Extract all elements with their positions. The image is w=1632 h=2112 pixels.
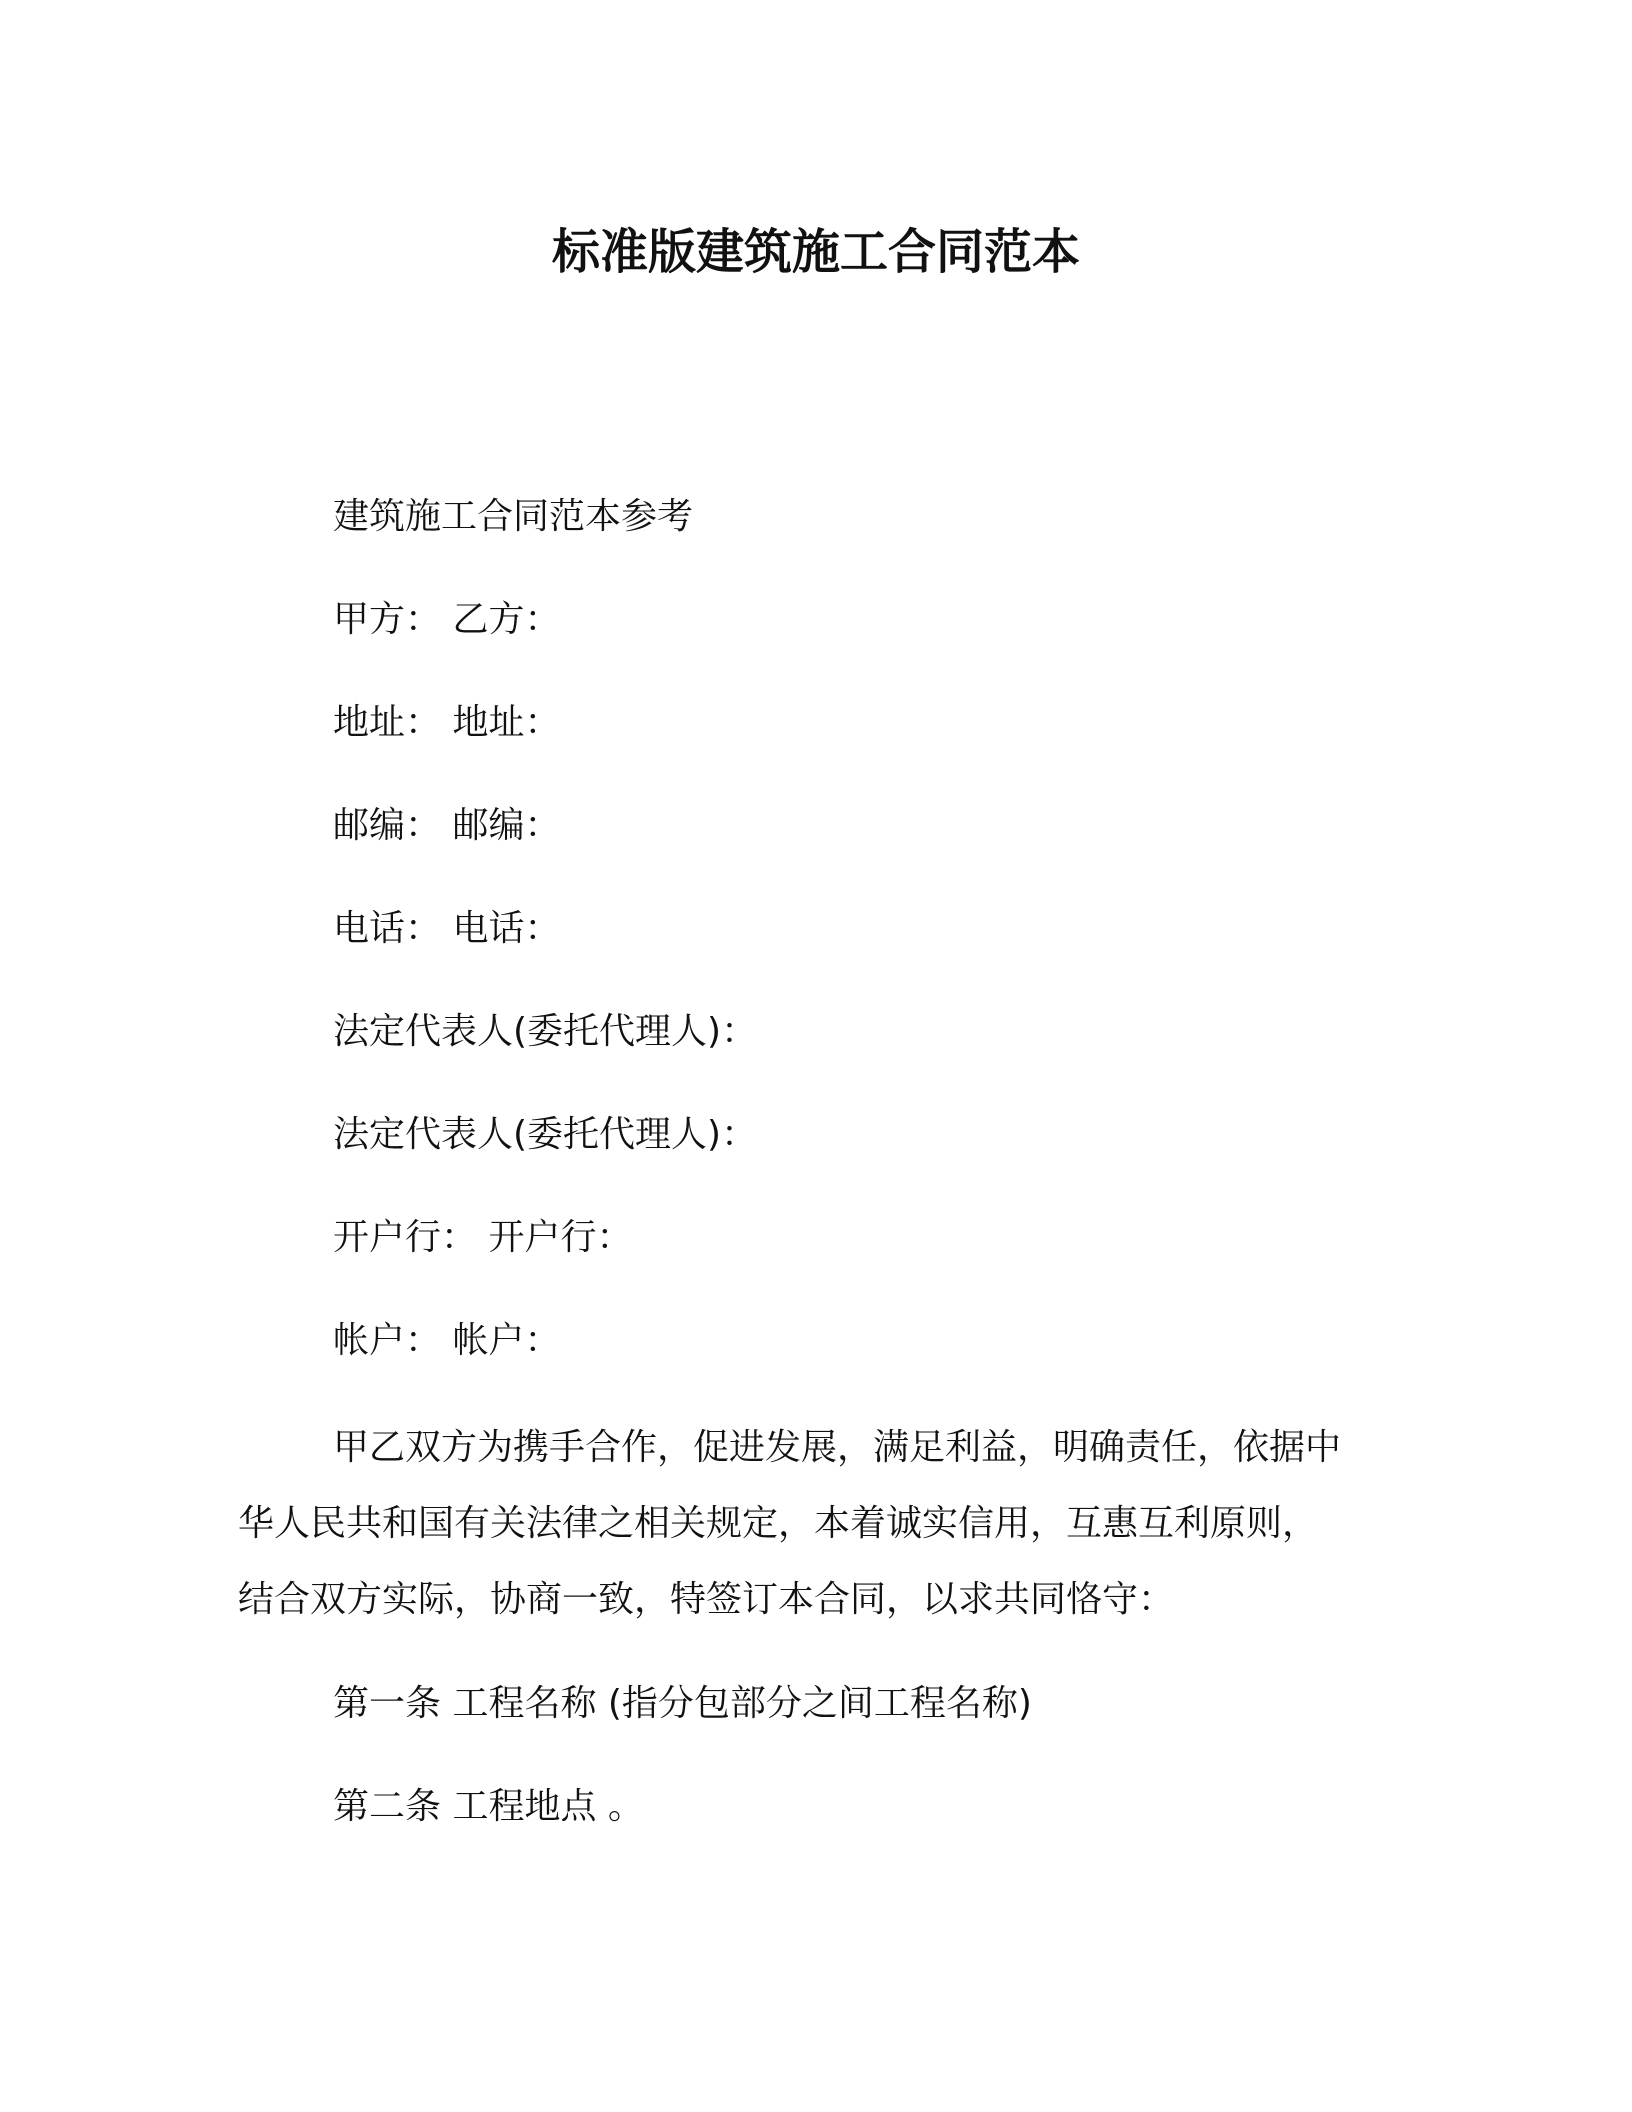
article-1: 第一条 工程名称 (指分包部分之间工程名称) [333, 1683, 1032, 1724]
field-postcode: 邮编： 邮编： [333, 805, 561, 846]
preamble-line-text: 甲乙双方为携手合作，促进发展，满足利益，明确责任，依据中 [333, 1427, 1342, 1468]
field-phone: 电话： 电话： [333, 908, 561, 949]
document-title: 标准版建筑施工合同范本 [551, 224, 1080, 280]
document-subtitle: 建筑施工合同范本参考 [333, 496, 694, 537]
field-party-a-b: 甲方： 乙方： [333, 599, 561, 640]
field-legal-rep-a: 法定代表人(委托代理人)： [333, 1011, 758, 1052]
field-legal-rep-b: 法定代表人(委托代理人)： [333, 1114, 758, 1155]
preamble-line [238, 1410, 1398, 1486]
field-bank: 开户行： 开户行： [333, 1217, 633, 1258]
article-2: 第二条 工程地点 。 [333, 1786, 644, 1827]
field-account: 帐户： 帐户： [333, 1320, 561, 1361]
preamble-paragraph [238, 1410, 1398, 1638]
preamble-line: 华人民共和国有关法律之相关规定，本着诚实信用，互惠互利原则， [238, 1503, 1319, 1544]
preamble-line: 结合双方实际，协商一致，特签订本合同，以求共同恪守： [238, 1579, 1175, 1620]
field-address: 地址： 地址： [333, 702, 561, 743]
